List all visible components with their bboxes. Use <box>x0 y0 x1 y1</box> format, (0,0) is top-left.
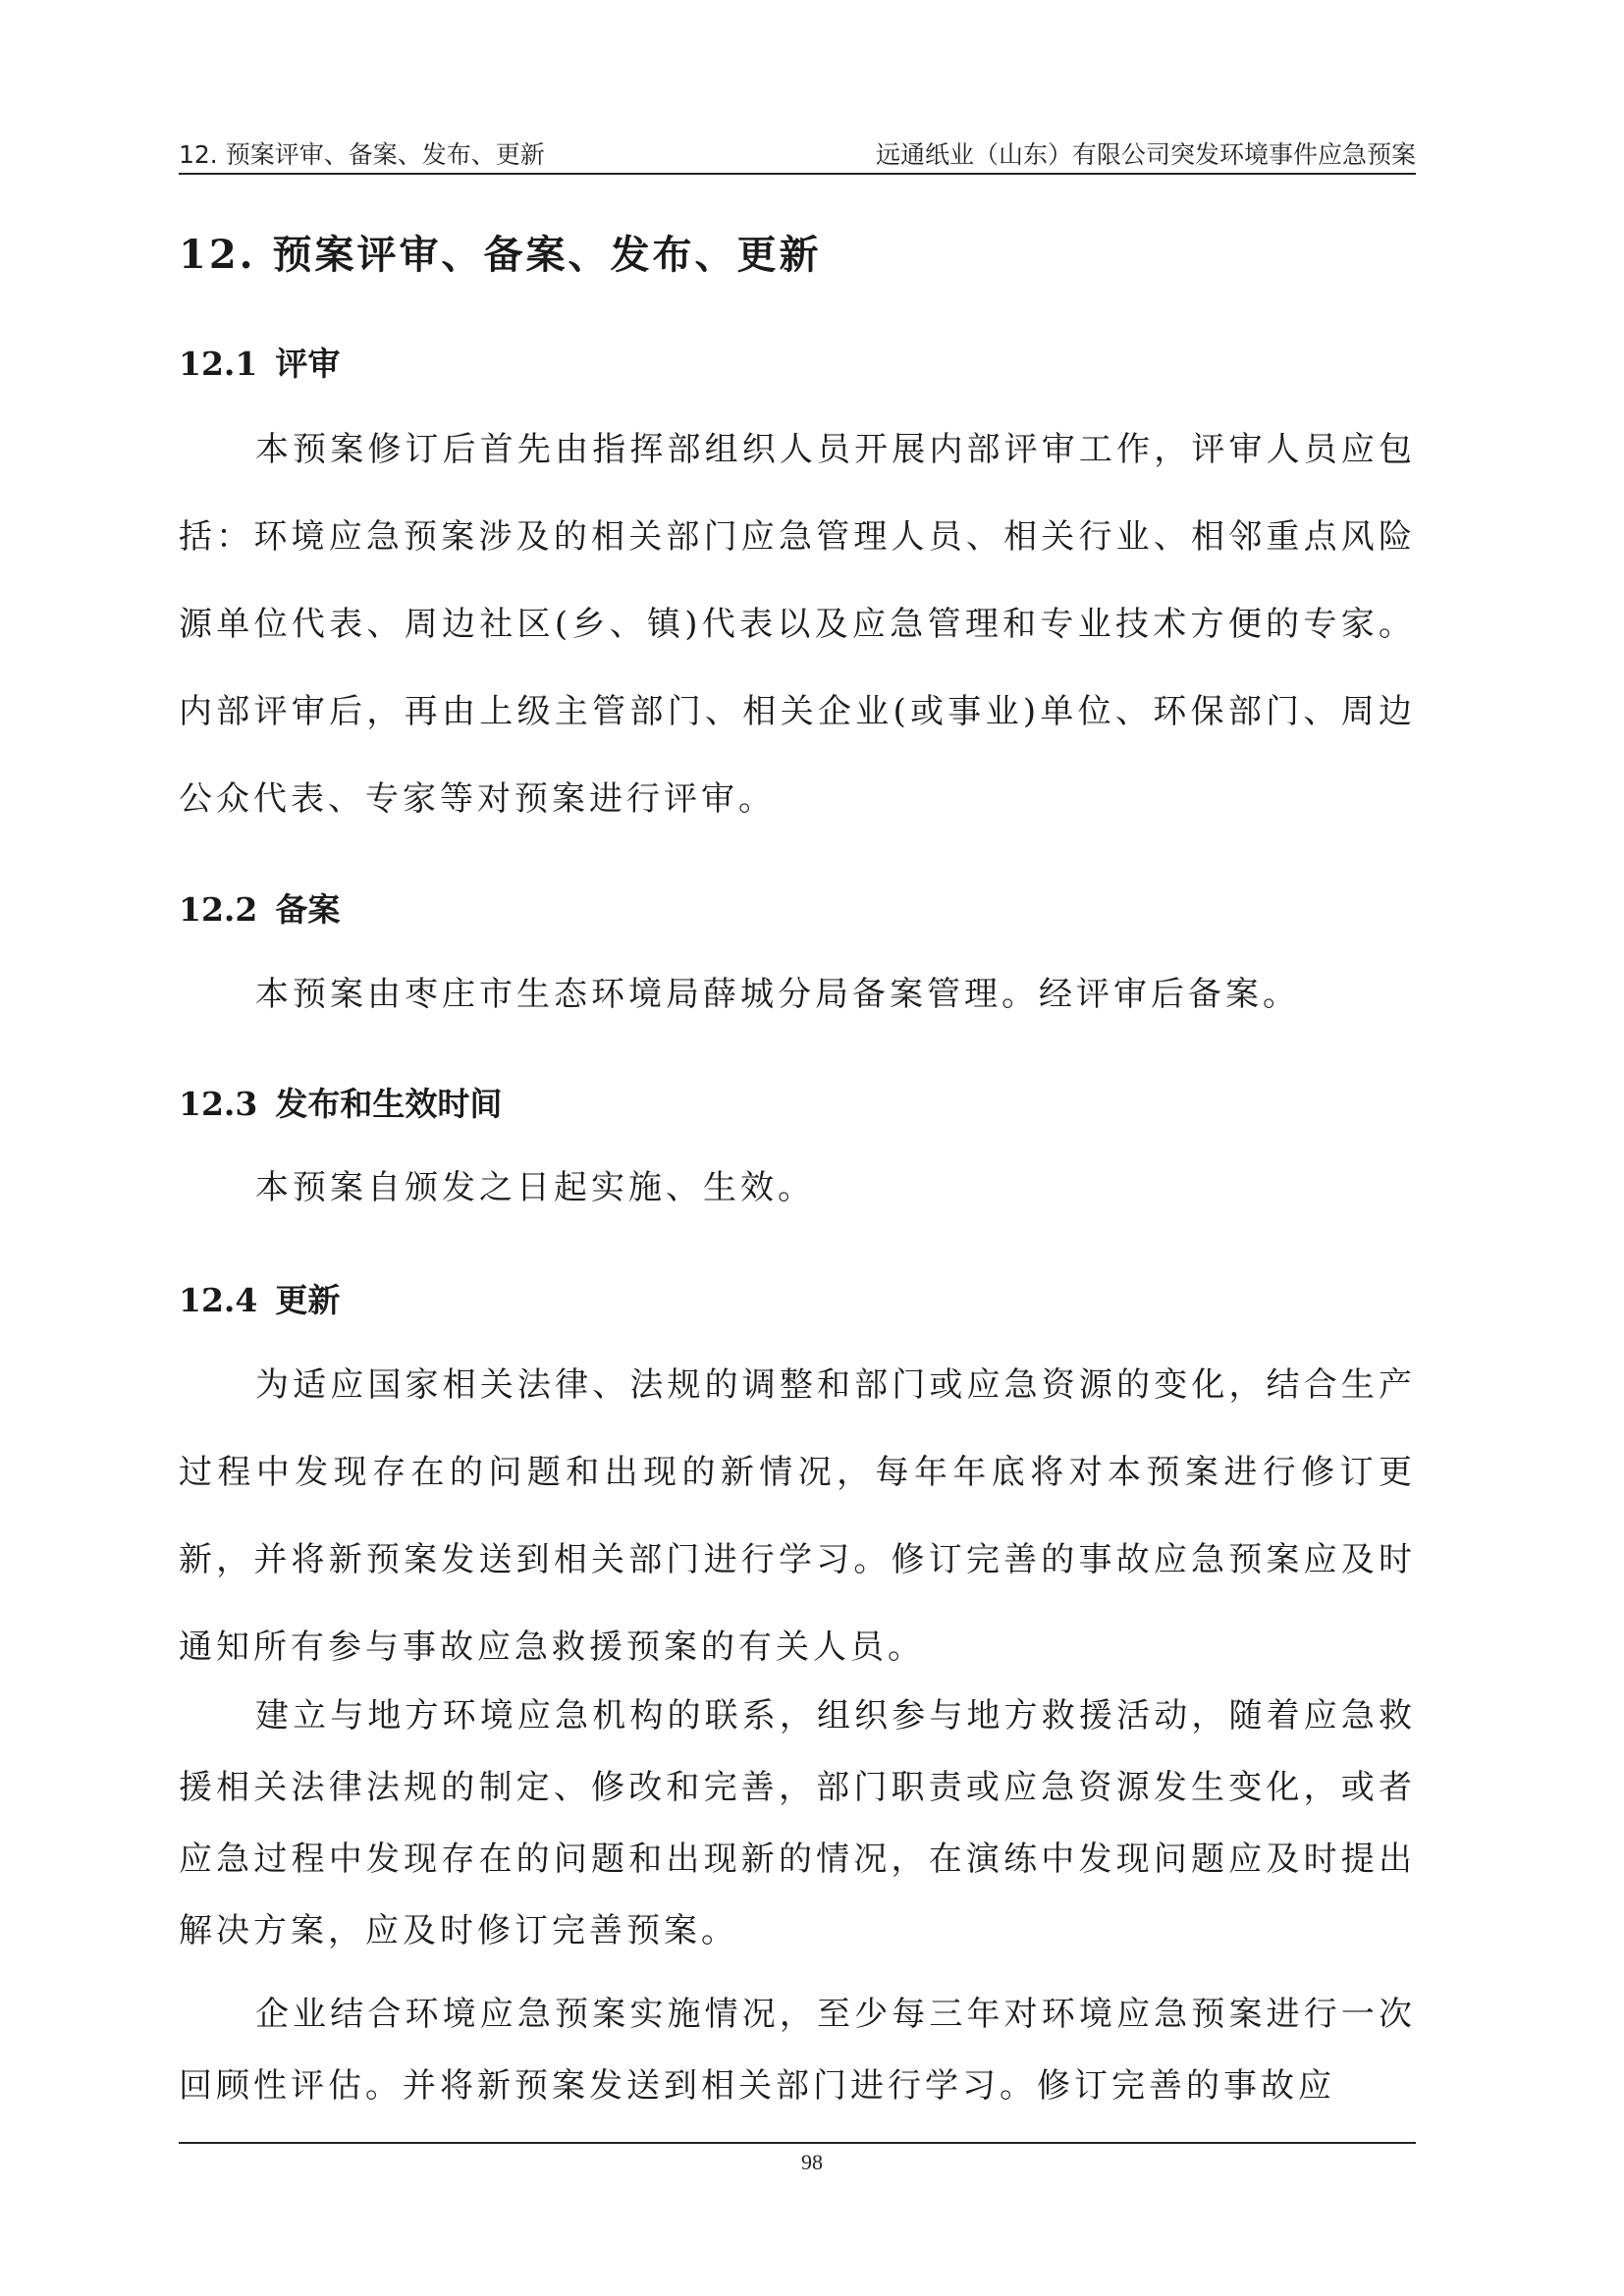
footer-divider <box>179 2142 1416 2144</box>
section-title: 评审 <box>275 345 341 383</box>
section-heading-12-3 <box>179 1079 502 1125</box>
header-document-title: 远通纸业（山东）有限公司突发环境事件应急预案 <box>875 140 1416 169</box>
page-header <box>179 135 1416 173</box>
paragraph-filing: 本预案由枣庄市生态环境局薛城分局备案管理。经评审后备案。 <box>255 975 1300 1014</box>
paragraph-update-3: 企业结合环境应急预案实施情况，至少每三年对环境应急预案进行一次回顾性评估。并将新预案发送到相关部门进行学习。修订完善的事故应 <box>179 1995 1416 2106</box>
section-title: 发布和生效时间 <box>275 1085 503 1123</box>
section-number: 12.1 <box>179 345 258 383</box>
header-chapter-title: 12. 预案评审、备案、发布、更新 <box>179 140 545 169</box>
paragraph-update-1: 为适应国家相关法律、法规的调整和部门或应急资源的变化，结合生产过程中发现存在的问题和出现的新情况，每年年底将对本预案进行修订更新，并将新预案发送到相关部门进行学习。修订完善的事故应急预案应及时通知所有参与事故应急救援预案的有关人员。 <box>179 1365 1416 1667</box>
section-number: 12.3 <box>179 1085 258 1123</box>
section-heading-12-4 <box>179 1275 340 1321</box>
section-heading-12-2 <box>179 884 340 931</box>
chapter-title: 12. 预案评审、备案、发布、更新 <box>179 232 822 278</box>
paragraph-effective-date: 本预案自颁发之日起实施、生效。 <box>255 1168 815 1207</box>
header-divider <box>179 173 1416 175</box>
paragraph-update-2: 建立与地方环境应急机构的联系，组织参与地方救援活动，随着应急救援相关法律法规的制定、修改和完善，部门职责或应急资源发生变化，或者应急过程中发现存在的问题和出现新的情况，在演练中发现问题应及时提出解决方案，应及时修订完善预案。 <box>179 1696 1416 1950</box>
section-number: 12.4 <box>179 1281 258 1319</box>
paragraph-review: 本预案修订后首先由指挥部组织人员开展内部评审工作，评审人员应包括：环境应急预案涉及的相关部门应急管理人员、相关行业、相邻重点风险源单位代表、周边社区(乡、镇)代表以及应急管理和专业技术方便的专家。内部评审后，再由上级主管部门、相关企业(或事业)单位、环保部门、周边公众代表、专家等对预案进行评审。 <box>179 430 1416 819</box>
section-title: 备案 <box>275 890 341 929</box>
section-heading-12-1 <box>179 339 340 385</box>
page-number: 98 <box>801 2150 823 2174</box>
section-number: 12.2 <box>179 890 258 929</box>
section-title: 更新 <box>275 1281 341 1319</box>
